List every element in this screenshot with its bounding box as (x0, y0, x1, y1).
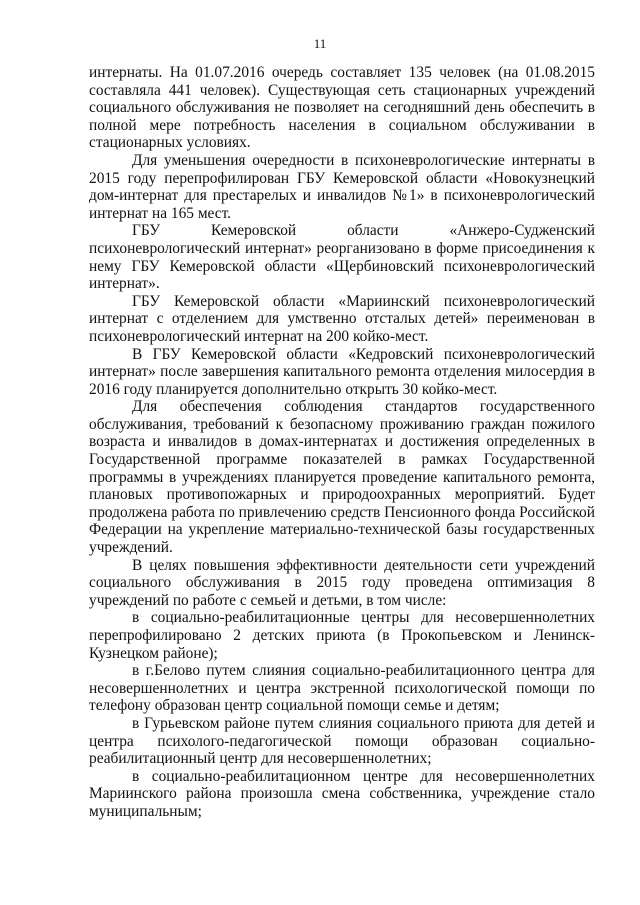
paragraph: ГБУ Кемеровской области «Мариинский психоневрологический интернат с отделением для умственно отсталых детей» переименован в психоневрологический интернат на 200 койко-мест. (89, 292, 595, 345)
paragraph: В ГБУ Кемеровской области «Кедровский психоневрологический интернат» после завершения капитального ремонта отделения милосердия в 2016 году планируется дополнительно открыть 30 койко-мест. (89, 345, 595, 398)
paragraph: интернаты. На 01.07.2016 очередь составляет 135 человек (на 01.08.2015 составляла 441 человек). Существующая сеть стационарных учреждений социального обслуживания не позволяет на сегодняшний день обеспечить в полной мере потребность населения в социальном обслуживании в стационарных условиях. (89, 64, 595, 152)
paragraph: ГБУ Кемеровской области «Анжеро-Судженский психоневрологический интернат» реорганизовано в форме присоединения к нему ГБУ Кемеровской области «Щербиновский психоневрологический интернат». (89, 222, 595, 293)
paragraph: Для уменьшения очередности в психоневрологические интернаты в 2015 году перепрофилирован ГБУ Кемеровской области «Новокузнецкий дом-интернат для престарелых и инвалидов №1» в психоневрологический интернат на 165 мест. (89, 151, 595, 222)
list-item: в г.Белово путем слияния социально-реабилитационного центра для несовершеннолетних и центра экстренной психологической помощи по телефону образован центр социальной помощи семье и детям; (89, 662, 595, 715)
paragraph: В целях повышения эффективности деятельности сети учреждений социального обслуживания в 2015 году проведена оптимизация 8 учреждений по работе с семьей и детьми, в том числе: (89, 556, 595, 609)
list-item: в Гурьевском районе путем слияния социального приюта для детей и центра психолого-педагогической помощи образован социально-реабилитационный центр для несовершеннолетних; (89, 714, 595, 768)
list-item: в социально-реабилитационном центре для несовершеннолетних Мариинского района произошла смена собственника, учреждение стало муниципальным; (89, 767, 595, 820)
list-item: в социально-реабилитационные центры для несовершеннолетних перепрофилировано 2 детских приюта (в Прокопьевском и Ленинск-Кузнецком районе); (89, 609, 595, 662)
page-number: 11 (313, 36, 327, 51)
body-text (89, 64, 595, 821)
paragraph: Для обеспечения соблюдения стандартов государственного обслуживания, требований к безопасному проживанию граждан пожилого возраста и инвалидов в домах-интернатах и достижения определенных в Государственной программе показателей в рамках Государственной программы в учреждениях планируется проведение капитального ремонта, плановых противопожарных и природоохранных мероприятий. Будет продолжена работа по привлечению средств Пенсионного фонда Российской Федерации на укрепление материально-технической базы государственных учреждений. (89, 398, 595, 557)
